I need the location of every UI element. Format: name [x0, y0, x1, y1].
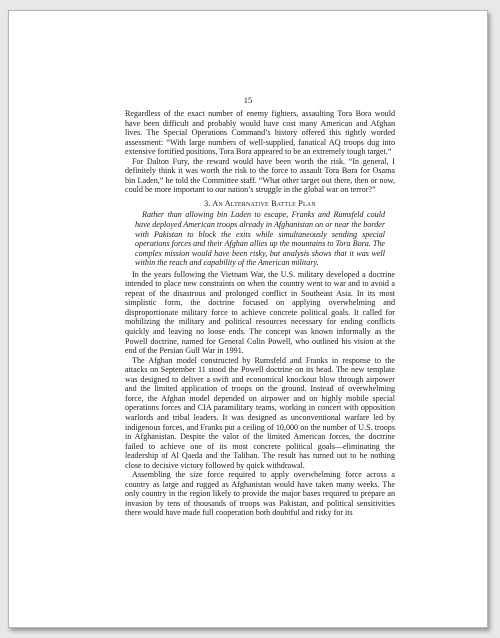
document-page — [8, 10, 488, 628]
paragraph: In the years following the Vietnam War, the U.S. military developed a doctrine intended to place new constraints on when the country went to war and to avoid a repeat of the disastrous and prolonged conflict in Southeast Asia. In its most simplistic form, the doctrine focused on applying overwhelming and disproportionate military force to achieve concrete political goals. It called for mobilizing the military and political resources necessary for ending conflicts quickly and leaving no loose ends. The concept was known informally as the Powell doctrine, named for General Colin Powell, who outlined his vision at the end of the Persian Gulf War in 1991. — [125, 269, 395, 356]
page-number: 15 — [243, 95, 253, 105]
text-column — [125, 109, 395, 518]
section-summary: Rather than allowing bin Laden to escape, Franks and Rumsfeld could have deployed American troops already in Afghanistan on or near the border with Pakistan to block the exits while simultaneously sending special operations forces and their Afghan allies up the mountains to Tora Bora. The complex mission would have been risky, but analysis shows that it was well within the reach and capability of the American military. — [135, 210, 385, 268]
paragraph: Assembling the size force required to apply overwhelming force across a country as large and rugged as Afghanistan would have taken many weeks. The only country in the region likely to provide the major bases required to prepare an invasion by tens of thousands of troops was Pakistan, and political sensitivities there would have made full cooperation both doubtful and risky for its — [125, 470, 395, 518]
paragraph: For Dalton Fury, the reward would have been worth the risk. “In general, I definitely think it was worth the risk to the force to assault Tora Bora for Osama bin Laden,” he told the Committee staff. “What other target out there, then or now, could be more important to our nation’s struggle in the global war on terror?” — [125, 156, 395, 195]
section-heading: 3. An Alternative Battle Plan — [204, 198, 316, 208]
paragraph: Regardless of the exact number of enemy fighters, assaulting Tora Bora would have been difficult and probably would have cost many American and Afghan lives. The Special Operations Command’s history offered this tightly worded assessment: “With large numbers of well-supplied, fanatical AQ troops dug into extensive fortified positions, Tora Bora appeared to be an extremely tough target.” — [125, 109, 395, 157]
paragraph: The Afghan model constructed by Rumsfeld and Franks in response to the attacks on September 11 stood the Powell doctrine on its head. The new template was designed to deliver a swift and economical knockout blow through airpower and the limited application of troops on the ground. Instead of overwhelming force, the Afghan model depended on airpower and on highly mobile special operations forces and CIA paramilitary teams, working in concert with opposition warlords and tribal leaders. It was designed as unconventional warfare led by indigenous forces, and Franks put a ceiling of 10,000 on the number of U.S. troops in Afghanistan. Despite the valor of the limited American forces, the doctrine failed to achieve one of its most concrete political goals—eliminating the leadership of Al Qaeda and the Taliban. The result has turned out to be nothing close to decisive victory followed by quick withdrawal. — [125, 355, 395, 470]
